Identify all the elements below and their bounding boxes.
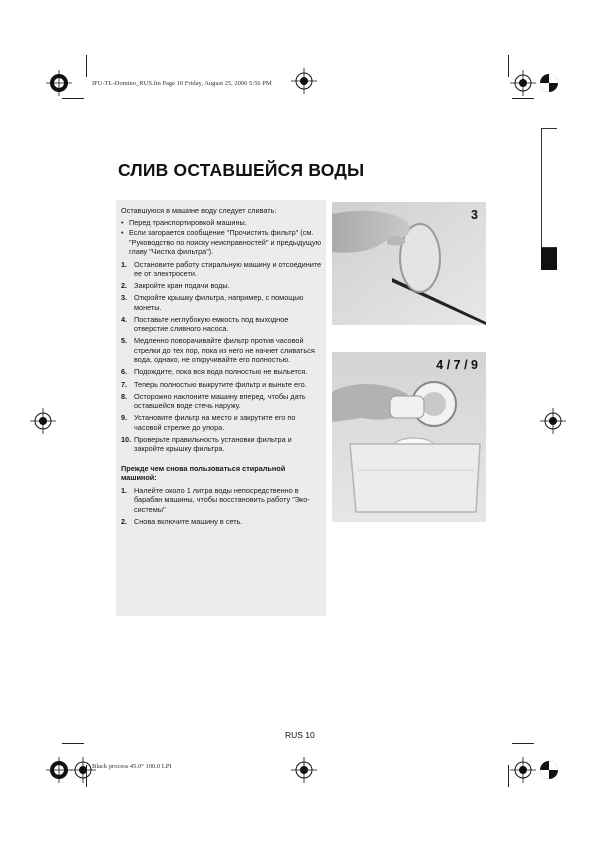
hand-unscrewing-filter-photo-icon <box>332 352 486 522</box>
registration-mark-bottom-left-inner <box>70 757 96 783</box>
crop-mark <box>86 55 87 77</box>
print-header-info: IFU-TL-Domino_RUS.fm Page 10 Friday, August 25, 2006 5:56 PM <box>92 80 272 87</box>
bullet-text: Если загорается сообщение "Прочистить фильтр" (см. "Руководство по поиску неисправностей" и предыдущую главу "Чистка фильтра"). <box>129 228 322 256</box>
registration-mark-bottom-right-inner <box>510 757 536 783</box>
step-number: 5. <box>121 336 128 346</box>
registration-mark-top-center <box>291 68 317 94</box>
step-text: Осторожно наклоните машину вперед, чтобы дать оставшейся воде стечь наружу. <box>134 391 306 411</box>
registration-mark-left-middle <box>30 408 56 434</box>
step-text: Подождите, пока вся вода полностью не выльется. <box>134 367 308 377</box>
page-title: СЛИВ ОСТАВШЕЙСЯ ВОДЫ <box>118 160 365 180</box>
step-number: 2. <box>121 281 128 291</box>
registration-mark-bottom-center <box>291 757 317 783</box>
step-number: 1. <box>121 259 128 269</box>
list-item <box>121 228 322 257</box>
step-item <box>121 435 322 454</box>
step-item <box>121 517 322 527</box>
step-text: Налейте около 1 литра воды непосредственно в барабан машины, чтобы восстановить работу "Эко-системы" <box>134 485 310 514</box>
step-item <box>121 392 322 411</box>
page-number: RUS 10 <box>285 730 315 740</box>
step-item <box>121 367 322 377</box>
step-item <box>121 413 322 432</box>
registration-mark-right-middle <box>540 408 566 434</box>
step-text: Проверьте правильность установки фильтра и закройте крышку фильтра. <box>134 434 292 454</box>
chapter-tab-marker <box>541 248 557 270</box>
step-item <box>121 380 322 390</box>
step-text: Теперь полностью выкрутите фильтр и выньте его. <box>134 379 307 389</box>
step-text: Поставьте неглубокую емкость под выходное отверстие сливного насоса. <box>134 314 289 334</box>
crop-mark <box>62 98 84 99</box>
step-number: 6. <box>121 367 128 377</box>
step-number: 2. <box>121 516 128 526</box>
step-number: 8. <box>121 391 128 401</box>
step-item <box>121 260 322 279</box>
step-number: 4. <box>121 314 128 324</box>
chapter-tab-outline <box>541 128 557 248</box>
before-use-heading: Прежде чем снова пользоваться стиральной машиной: <box>121 463 286 483</box>
instructions-intro: Оставшуюся в машине воду следует сливать: <box>121 206 277 215</box>
step-item <box>121 486 322 515</box>
filter-removal-photo <box>332 352 486 522</box>
step-text: Медленно поворачивайте фильтр против часовой стрелки до тех пор, пока из него не начнет сливаться вода, однако, не откручивайте его полностью. <box>134 336 315 365</box>
crop-mark <box>508 765 509 787</box>
step-item <box>121 281 322 291</box>
step-number: 7. <box>121 379 128 389</box>
photo-step-label: 4 / 7 / 9 <box>436 358 478 372</box>
step-item <box>121 315 322 334</box>
step-text: Остановите работу стиральную машину и отсоедините ее от электросети. <box>134 259 322 278</box>
bullet-text: Перед транспортировкой машины. <box>129 217 247 227</box>
registration-mark-top-right-inner <box>510 70 536 96</box>
crop-mark <box>508 55 509 77</box>
registration-mark-top-right <box>536 70 562 96</box>
registration-mark-bottom-right <box>536 757 562 783</box>
step-item <box>121 336 322 365</box>
instructions-panel <box>116 200 326 616</box>
step-item <box>121 293 322 312</box>
step-number: 9. <box>121 413 128 423</box>
list-item <box>121 218 322 228</box>
hand-opening-filter-cover-photo-icon <box>332 202 486 325</box>
crop-mark <box>62 743 84 744</box>
steps-list <box>121 260 322 454</box>
step-number: 10. <box>121 434 132 444</box>
bullet-marker: • <box>121 228 124 237</box>
step-text: Снова включите машину в сеть. <box>134 516 243 526</box>
print-footer-info: Black process 45.0° 100.0 LPI <box>92 763 172 770</box>
crop-mark <box>512 743 534 744</box>
step-text: Откройте крышку фильтра, например, с помощью монеты. <box>134 293 304 312</box>
filter-cover-photo <box>332 202 486 325</box>
registration-mark-top-left <box>46 70 72 96</box>
crop-mark <box>512 98 534 99</box>
bullet-marker: • <box>121 217 124 227</box>
step-text: Закройте кран подачи воды. <box>134 281 230 291</box>
photo-step-label: 3 <box>471 208 478 222</box>
step-number: 1. <box>121 485 128 495</box>
registration-mark-bottom-left <box>46 757 72 783</box>
step-number: 3. <box>121 293 128 303</box>
step-text: Установите фильтр на место и закрутите его по часовой стрелке до упора. <box>134 413 296 432</box>
crop-mark <box>86 765 87 787</box>
